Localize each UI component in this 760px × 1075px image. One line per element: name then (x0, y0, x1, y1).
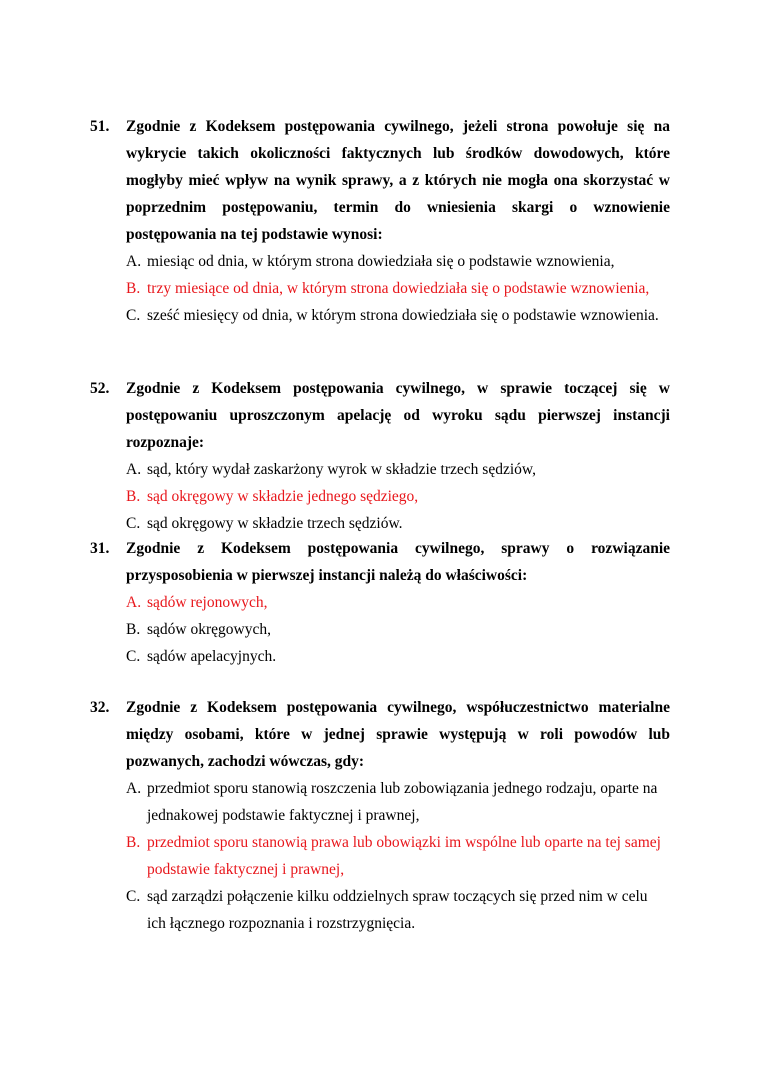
answer-option-a (126, 456, 670, 483)
option-letter: A. (126, 253, 142, 270)
question-32 (90, 694, 670, 937)
option-text: przedmiot sporu stanowią prawa lub obowiązki im wspólne lub oparte na tej samej podstawie faktycznej i prawnej, (147, 834, 661, 878)
option-text: sądów okręgowych, (147, 621, 271, 638)
option-letter: C. (126, 648, 141, 665)
option-text: sądów apelacyjnych. (147, 648, 277, 665)
answer-option-c (126, 510, 670, 537)
question-31 (90, 535, 670, 670)
answer-option-c (126, 883, 670, 937)
question-text: Zgodnie z Kodeksem postępowania cywilnego, w sprawie toczącej się w postępowaniu uproszczonym apelację od wyroku sądu pierwszej instancji rozpoznaje: (126, 380, 670, 451)
answer-option-b (126, 616, 670, 643)
option-letter: B. (126, 621, 141, 638)
answer-option-b-correct (126, 829, 670, 883)
option-letter: A. (126, 594, 142, 611)
option-text: miesiąc od dnia, w którym strona dowiedziała się o podstawie wznowienia, (147, 253, 615, 270)
question-number: 32. (90, 699, 110, 716)
answer-option-b-correct (126, 483, 670, 510)
option-text: sześć miesięcy od dnia, w którym strona dowiedziała się o podstawie wznowienia. (147, 307, 659, 324)
option-letter: C. (126, 888, 141, 905)
answer-option-a-correct (126, 589, 670, 616)
answer-option-c (126, 302, 670, 329)
option-text: sąd, który wydał zaskarżony wyrok w składzie trzech sędziów, (147, 461, 536, 478)
question-text: Zgodnie z Kodeksem postępowania cywilnego, współuczestnictwo materialne między osobami, które w jednej sprawie występują w roli powodów lub pozwanych, zachodzi wówczas, gdy: (126, 699, 670, 770)
option-text: trzy miesiące od dnia, w którym strona dowiedziała się o podstawie wznowienia, (147, 280, 650, 297)
answer-option-a (126, 248, 670, 275)
option-text: sądów rejonowych, (147, 594, 268, 611)
option-text: przedmiot sporu stanowią roszczenia lub zobowiązania jednego rodzaju, oparte na jednakowej podstawie faktycznej i prawnej, (147, 780, 658, 824)
option-letter: B. (126, 280, 141, 297)
option-text: sąd zarządzi połączenie kilku oddzielnych spraw toczących się przed nim w celu ich łącznego rozpoznania i rozstrzygnięcia. (147, 888, 648, 932)
question-number: 51. (90, 118, 110, 135)
option-letter: B. (126, 488, 141, 505)
answer-option-a (126, 775, 670, 829)
question-number: 52. (90, 380, 110, 397)
option-letter: C. (126, 515, 141, 532)
option-text: sąd okręgowy w składzie trzech sędziów. (147, 515, 403, 532)
question-52 (90, 375, 670, 537)
question-text: Zgodnie z Kodeksem postępowania cywilnego, jeżeli strona powołuje się na wykrycie takich okoliczności faktycznych lub środków dowodowych, które mogłyby mieć wpływ na wynik sprawy, a z których nie mogła ona skorzystać w poprzednim postępowaniu, termin do wniesienia skargi o wznowienie postępowania na tej podstawie wynosi: (126, 118, 670, 243)
option-text: sąd okręgowy w składzie jednego sędziego, (147, 488, 419, 505)
option-letter: C. (126, 307, 141, 324)
question-text: Zgodnie z Kodeksem postępowania cywilnego, sprawy o rozwiązanie przysposobienia w pierwszej instancji należą do właściwości: (126, 540, 670, 584)
option-letter: B. (126, 834, 141, 851)
question-51 (90, 113, 670, 329)
answer-option-c (126, 643, 670, 670)
question-number: 31. (90, 540, 110, 557)
option-letter: A. (126, 461, 142, 478)
option-letter: A. (126, 780, 142, 797)
answer-option-b-correct (126, 275, 670, 302)
